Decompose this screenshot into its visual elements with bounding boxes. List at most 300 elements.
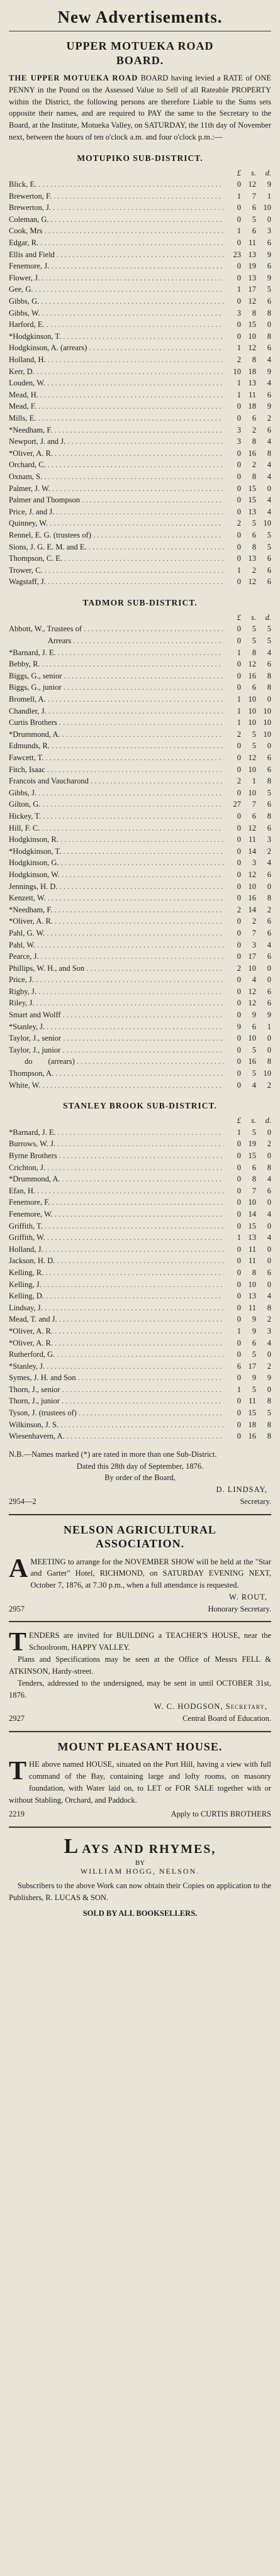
ledger-row — [9, 915, 271, 927]
amount-pounds: 0 — [237, 1057, 241, 1066]
amount-shillings: 5 — [252, 1350, 256, 1359]
amount-pence: 9 — [267, 1010, 271, 1020]
ledger-row — [9, 623, 271, 635]
mount-pleasant-title: MOUNT PLEASANT HOUSE. — [57, 1740, 223, 1753]
amount-shillings: 2 — [252, 460, 256, 470]
ledger-row — [9, 179, 271, 191]
ratepayer-name: Riley, J. . . . — [9, 997, 223, 1009]
amount-pence: 4 — [267, 1338, 271, 1347]
amount-shillings: 8 — [252, 542, 256, 551]
ledger-row — [9, 1430, 271, 1442]
amount-pounds: 0 — [237, 1432, 241, 1441]
amount-pounds: 0 — [237, 1151, 241, 1160]
amount-pounds: 3 — [237, 308, 241, 318]
amount-shillings: 16 — [248, 448, 256, 458]
amount-pence: 2 — [267, 905, 271, 914]
ratepayer-name: Thompson, C. E. . . . — [9, 553, 223, 565]
amount-shillings: 5 — [252, 636, 256, 646]
road-board-title-line2: BOARD. — [116, 53, 164, 67]
amount-pence: 6 — [267, 753, 271, 762]
ratepayer-name: Wiesenhavern, A. . . . — [9, 1430, 223, 1442]
amount-pounds: 0 — [237, 928, 241, 937]
amount-pounds: 0 — [237, 940, 241, 949]
tenders-signer: W. C. HODGSON, Secretary, — [154, 1702, 267, 1711]
ratepayer-name: Holland, J. . . . — [9, 1244, 223, 1256]
amount-shillings: 9 — [252, 1010, 256, 1020]
amount-pence: 8 — [267, 777, 271, 786]
ledger-row — [9, 1279, 271, 1291]
amount-pence: 4 — [267, 507, 271, 516]
rate-ledger — [9, 612, 271, 1091]
ledger-row — [9, 1337, 271, 1349]
amount-pence: 8 — [267, 1432, 271, 1441]
ledger-row — [9, 951, 271, 963]
amount-shillings: 13 — [248, 250, 256, 259]
amount-pence: 5 — [267, 285, 271, 294]
ratepayer-name: Mead, F. . . . — [9, 401, 223, 412]
ledger-row — [9, 997, 271, 1009]
amount-pounds: 0 — [237, 262, 241, 271]
amount-shillings: 10 — [248, 718, 256, 727]
amount-shillings: 11 — [248, 390, 256, 399]
ratepayer-name: Edmunds, R. . . . — [9, 740, 223, 752]
amount-pence: 8 — [267, 1396, 271, 1406]
amount-pence: 8 — [267, 1420, 271, 1429]
ledger-row — [9, 1302, 271, 1314]
ratepayer-name: Brewerton, F. . . . — [9, 191, 223, 202]
amount-shillings: 4 — [252, 1080, 256, 1090]
amount-shillings: 13 — [248, 554, 256, 563]
amount-pounds: 0 — [237, 624, 241, 634]
agricultural-body-text: MEETING to arrange for the NOVEMBER SHOW will be held at the "Star and Garter" Hotel, RICHMOND, on SATURDAY EVENING NEXT, October 7, 1876, at 7.30 p.m., when a full attendance is requested. — [30, 1557, 271, 1590]
amount-pence: 4 — [267, 355, 271, 364]
ledger-row — [9, 729, 271, 741]
ratepayer-name: Jennings, H. D. . . . — [9, 881, 223, 893]
amount-pence: 6 — [267, 343, 271, 353]
amount-shillings: 19 — [248, 262, 256, 271]
lays-sold: SOLD BY ALL BOOKSELLERS. — [82, 1908, 198, 1918]
amount-pence: 5 — [267, 542, 271, 551]
ledger-row — [9, 658, 271, 670]
amount-pence: 4 — [267, 460, 271, 470]
tenders-body-3: Tenders, addressed to the undersigned, may be sent in until OCTOBER 31st, 1876. — [9, 1678, 271, 1700]
tenders-body-2: Plans and Specifications may be seen at the Office of Messrs FELL & ATKINSON, Hardy-street. — [9, 1655, 271, 1676]
amount-pence: 9 — [267, 402, 271, 411]
amount-shillings: 15 — [248, 1221, 256, 1230]
amount-pounds: 0 — [237, 858, 241, 868]
road-board-number: 2954—2 — [9, 1496, 36, 1506]
amount-pence: 8 — [267, 1057, 271, 1066]
ledger-row — [9, 214, 271, 226]
ratepayer-name: Bebby, R. . . . — [9, 658, 223, 670]
amount-shillings: 10 — [248, 1280, 256, 1289]
amount-pounds: 9 — [237, 1022, 241, 1031]
ledger-header — [9, 1115, 271, 1127]
ledger-header-shillings: s. — [251, 612, 256, 622]
tenders-number: 2927 — [9, 1714, 25, 1723]
amount-shillings: 8 — [252, 1268, 256, 1277]
amount-pence: 6 — [267, 823, 271, 832]
mount-pleasant-dropcap: T — [9, 1757, 27, 1786]
amount-shillings: 12 — [248, 998, 256, 1008]
mount-pleasant-number: 2219 — [9, 1810, 25, 1819]
mount-pleasant-apply: Apply to CURTIS BROTHERS — [171, 1810, 271, 1819]
amount-pounds: 0 — [237, 448, 241, 458]
ledger-row — [9, 892, 271, 904]
ratepayer-name: *Barnard, J. E. . . . — [9, 647, 223, 659]
ratepayer-name: Kerr, D. . . . — [9, 366, 223, 378]
amount-pounds: 0 — [237, 917, 241, 926]
amount-pence: 8 — [267, 1163, 271, 1172]
ratepayer-name: Flower, J. . . . — [9, 272, 223, 284]
amount-shillings: 12 — [248, 660, 256, 669]
amount-pence: 4 — [267, 940, 271, 949]
ratepayer-name: Ellis and Field . . . — [9, 249, 223, 261]
amount-shillings: 11 — [248, 835, 256, 844]
tenders-dropcap: T — [9, 1628, 27, 1657]
ratepayer-name: Harford, E. . . . — [9, 319, 223, 331]
ratepayer-name: Pearce, J. . . . — [9, 951, 223, 963]
ratepayer-name: Price, J. and J. . . . — [9, 506, 223, 518]
amount-pounds: 0 — [237, 870, 241, 879]
ratepayer-name: Mills, E. . . . — [9, 412, 223, 424]
amount-pounds: 0 — [237, 660, 241, 669]
amount-pence: 8 — [267, 331, 271, 341]
ledger-row — [9, 237, 271, 249]
amount-shillings: 14 — [248, 846, 256, 856]
amount-shillings: 12 — [248, 823, 256, 832]
ledger-row — [9, 459, 271, 471]
amount-pounds: 0 — [237, 273, 241, 282]
ratepayer-name: *Stanley, J. . . . — [9, 1021, 223, 1033]
ledger-row — [9, 272, 271, 284]
ledger-row — [9, 787, 271, 799]
ledger-row — [9, 799, 271, 810]
amount-pence: 0 — [267, 1034, 271, 1043]
ledger-row — [9, 927, 271, 939]
amount-pounds: 0 — [237, 1350, 241, 1359]
ledger-row — [9, 494, 271, 506]
ratepayer-name: Curtis Brothers . . . — [9, 717, 223, 729]
ledger-header — [9, 167, 271, 179]
ratepayer-name: Hickey, T. . . . — [9, 810, 223, 822]
ratepayer-name: Byrne Brothers . . . — [9, 1150, 223, 1162]
ratepayer-name: *Drummond, A. . . . — [9, 1173, 223, 1185]
amount-shillings: 18 — [248, 402, 256, 411]
ledger-row — [9, 1313, 271, 1325]
ledger-row — [9, 541, 271, 553]
ledger-row — [9, 307, 271, 319]
amount-shillings: 6 — [252, 683, 256, 692]
amount-shillings: 8 — [252, 472, 256, 481]
ledger-row — [9, 1173, 271, 1185]
ratepayer-name: Oxnam, S. . . . — [9, 471, 223, 483]
ratepayer-name: Phillips, W. H., and Son . . . — [9, 963, 223, 975]
amount-shillings: 16 — [248, 893, 256, 903]
amount-pounds: 3 — [237, 437, 241, 446]
amount-pounds: 0 — [237, 683, 241, 692]
amount-shillings: 7 — [252, 800, 256, 809]
amount-pence: 8 — [267, 683, 271, 692]
ledger-header-pounds: £ — [237, 612, 241, 622]
amount-pence: 6 — [267, 998, 271, 1008]
ratepayer-name: Biggs, G., senior . . . — [9, 670, 223, 682]
amount-pounds: 0 — [237, 214, 241, 224]
ledger-row — [9, 846, 271, 858]
amount-pounds: 1 — [237, 226, 241, 236]
agricultural-title — [9, 1523, 271, 1551]
ratepayer-name: Fenemore, W. . . . — [9, 1208, 223, 1220]
amount-pounds: 0 — [237, 1175, 241, 1184]
agricultural-title-line2: ASSOCIATION. — [95, 1537, 185, 1551]
ratepayer-name: Trower, C. . . . — [9, 565, 223, 577]
ratepayer-name: Cook, Mrs . . . — [9, 225, 223, 237]
amount-pounds: 0 — [237, 1209, 241, 1219]
amount-shillings: 2 — [252, 565, 256, 575]
ratepayer-name: Griffith, T. . . . — [9, 1220, 223, 1232]
ledger-row — [9, 881, 271, 893]
amount-pounds: 1 — [237, 191, 241, 201]
ratepayer-name: Hodgkinson, R. . . . — [9, 834, 223, 846]
amount-pounds: 0 — [237, 823, 241, 832]
ratepayer-name: Quinney, W. . . . — [9, 517, 223, 529]
amount-pence: 1 — [267, 1022, 271, 1031]
mount-pleasant-ad — [9, 1732, 271, 1828]
amount-shillings: 12 — [248, 343, 256, 353]
ledger-row — [9, 191, 271, 202]
ledger-row — [9, 963, 271, 975]
ledger-row — [9, 1021, 271, 1033]
road-board-title — [9, 39, 271, 67]
amount-pence: 4 — [267, 495, 271, 505]
amount-pence: 2 — [267, 1361, 271, 1371]
amount-pounds: 27 — [233, 800, 241, 809]
amount-shillings: 15 — [248, 1408, 256, 1418]
amount-shillings: 5 — [252, 214, 256, 224]
amount-shillings: 12 — [248, 753, 256, 762]
ratepayer-name: Kelling, J. . . . — [9, 1279, 223, 1291]
ratepayer-name: Lindsay, J. . . . — [9, 1302, 223, 1314]
ratepayer-name: Brewerton, J. . . . — [9, 202, 223, 214]
ledger-row — [9, 1325, 271, 1337]
amount-pounds: 0 — [237, 835, 241, 844]
amount-shillings: 3 — [252, 940, 256, 949]
amount-pence: 0 — [267, 1350, 271, 1359]
ledger-row — [9, 1255, 271, 1267]
amount-shillings: 17 — [248, 1361, 256, 1371]
ledger-row — [9, 822, 271, 834]
amount-shillings: 14 — [248, 905, 256, 914]
lays-ad — [9, 1828, 271, 1925]
amount-pounds: 0 — [237, 530, 241, 539]
amount-pence: 9 — [267, 273, 271, 282]
ledger-row — [9, 1220, 271, 1232]
rate-ledger — [9, 1115, 271, 1442]
tenders-footer — [9, 1713, 271, 1725]
amount-pounds: 1 — [237, 1326, 241, 1335]
ledger-row — [9, 939, 271, 951]
amount-pence: 6 — [267, 238, 271, 248]
ledger-row — [9, 1068, 271, 1080]
amount-pounds: 2 — [237, 519, 241, 528]
tenders-ad — [9, 1622, 271, 1732]
amount-pounds: 0 — [237, 765, 241, 774]
amount-pounds: 0 — [237, 1221, 241, 1230]
ledger-row — [9, 366, 271, 378]
amount-pounds: 0 — [237, 975, 241, 985]
amount-pence: 6 — [267, 660, 271, 669]
amount-shillings: 18 — [248, 367, 256, 376]
amount-pounds: 2 — [237, 729, 241, 739]
amount-pence: 6 — [267, 1186, 271, 1195]
ratepayer-name: Thorn, J., junior . . . — [9, 1395, 223, 1407]
amount-pence: 0 — [267, 1127, 271, 1137]
ratepayer-name: *Drummond, A. . . . — [9, 729, 223, 741]
ledger-header-pounds: £ — [237, 1116, 241, 1125]
amount-pounds: 1 — [237, 343, 241, 353]
amount-pounds: 1 — [237, 718, 241, 727]
amount-shillings: 10 — [248, 882, 256, 891]
amount-shillings: 1 — [252, 777, 256, 786]
ratepayer-name: *Oliver, A. R. . . . — [9, 1325, 223, 1337]
amount-pounds: 1 — [237, 1127, 241, 1137]
lays-title-text: AYS AND RHYMES, — [82, 1842, 216, 1857]
amount-shillings: 2 — [252, 425, 256, 434]
ledger-row — [9, 506, 271, 518]
ledger-header-pence: d. — [265, 612, 271, 622]
ratepayer-name: Gibbs, W. . . . — [9, 307, 223, 319]
amount-pence: 2 — [267, 1139, 271, 1149]
amount-shillings: 12 — [248, 987, 256, 996]
amount-pence: 4 — [267, 437, 271, 446]
ratepayer-name: Holland, H. . . . — [9, 354, 223, 366]
amount-pence: 0 — [267, 1256, 271, 1266]
amount-pence: 6 — [267, 425, 271, 434]
amount-pounds: 0 — [237, 507, 241, 516]
ledger-header-pence: d. — [265, 1116, 271, 1125]
amount-pounds: 0 — [237, 1034, 241, 1043]
ratepayer-name: Sions, J. G. E. M. and E. . . . — [9, 541, 223, 553]
ledger-row — [9, 694, 271, 705]
amount-pounds: 0 — [237, 998, 241, 1008]
road-board-secretary-name: D. LINDSAY, — [216, 1485, 267, 1495]
ratepayer-name: Rennel, E. G. (trustees of) . . . — [9, 529, 223, 541]
amount-shillings: 6 — [252, 413, 256, 423]
amount-pounds: 1 — [237, 565, 241, 575]
ledger-header-pence: d. — [265, 168, 271, 177]
ratepayer-name: Rutherford, G. . . . — [9, 1349, 223, 1361]
ledger-row — [9, 775, 271, 787]
ratepayer-name: *Barnard, J. E. . . . — [9, 1127, 223, 1139]
amount-shillings: 10 — [248, 706, 256, 716]
ledger-row — [9, 635, 271, 647]
road-board-intro-text: BOARD having levied a RATE of ONE PENNY in the Pound on the Assessed Value to Sell of all Rateable PROPERTY within the District, the following persons are therefore Liable to the Sums sets opposite their names, and are required to PAY the same to the Secretary to the Board, at the Institute, Motueka Valley, on SATURDAY, the 11th day of November next, between the hours of ten o'clock a.m. and four o'clock p.m.:— — [9, 74, 271, 141]
amount-pence: 6 — [267, 765, 271, 774]
amount-pence: 0 — [267, 741, 271, 751]
agricultural-ad — [9, 1515, 271, 1623]
ratepayer-name: *Hodgkinson, T. . . . — [9, 846, 223, 858]
amount-pence: 5 — [267, 788, 271, 797]
ratepayer-name: Burrows, W. J. . . . — [9, 1138, 223, 1150]
ledger-row — [9, 740, 271, 752]
amount-shillings: 14 — [248, 1209, 256, 1219]
amount-shillings: 3 — [252, 858, 256, 868]
amount-pence: 6 — [267, 952, 271, 961]
road-board-intro — [9, 72, 271, 143]
amount-shillings: 17 — [248, 285, 256, 294]
amount-pence: 10 — [263, 1069, 271, 1078]
amount-pounds: 2 — [237, 355, 241, 364]
amount-pence: 5 — [267, 636, 271, 646]
ledger-header-pounds: £ — [237, 168, 241, 177]
amount-pence: 4 — [267, 1209, 271, 1219]
ledger-row — [9, 296, 271, 307]
ledger-row — [9, 483, 271, 495]
amount-pence: 0 — [267, 963, 271, 973]
agricultural-dropcap: A — [9, 1554, 28, 1583]
ratepayer-name: Jackson, H. D. . . . — [9, 1255, 223, 1267]
tenders-body — [9, 1628, 271, 1657]
amount-pounds: 0 — [237, 952, 241, 961]
ratepayer-name: Newport, J. and J. . . . — [9, 436, 223, 448]
road-board-ad — [9, 31, 271, 1515]
amount-pounds: 6 — [237, 1361, 241, 1371]
lays-dropcap: L — [64, 1835, 80, 1859]
ledger-row — [9, 1232, 271, 1244]
amount-pounds: 2 — [237, 905, 241, 914]
amount-shillings: 10 — [248, 695, 256, 704]
amount-pence: 10 — [263, 203, 271, 213]
amount-pence: 0 — [267, 1244, 271, 1254]
amount-shillings: 15 — [248, 1151, 256, 1160]
ratepayer-name: Hodgkinson, G. . . . — [9, 857, 223, 869]
district-title: STANLEY BROOK SUB-DISTRICT. — [63, 1101, 217, 1111]
rate-ledger — [9, 167, 271, 588]
ratepayer-name: Pahl, G. W. . . . — [9, 927, 223, 939]
amount-shillings: 12 — [248, 577, 256, 587]
amount-shillings: 5 — [252, 1069, 256, 1078]
amount-shillings: 5 — [252, 741, 256, 751]
ledger-row — [9, 553, 271, 565]
lays-author: WILLIAM HOGG, NELSON. — [80, 1867, 200, 1876]
amount-pounds: 0 — [237, 495, 241, 505]
amount-pounds: 0 — [237, 1303, 241, 1312]
amount-pounds: 0 — [237, 472, 241, 481]
amount-pounds: 2 — [237, 963, 241, 973]
amount-shillings: 13 — [248, 1233, 256, 1242]
amount-pence: 8 — [267, 671, 271, 680]
amount-shillings: 16 — [248, 1432, 256, 1441]
amount-shillings: 8 — [252, 1175, 256, 1184]
district-title: MOTUPIKO SUB-DISTRICT. — [77, 153, 203, 163]
amount-pence: 0 — [267, 1221, 271, 1230]
ledger-row — [9, 764, 271, 776]
ledger-row — [9, 857, 271, 869]
ratepayer-name: Mead, H. . . . — [9, 389, 223, 401]
amount-shillings: 4 — [252, 975, 256, 985]
amount-pounds: 0 — [237, 1163, 241, 1172]
ratepayer-name: Gibbs, G. . . . — [9, 296, 223, 307]
ledger-row — [9, 319, 271, 331]
ledger-row — [9, 576, 271, 588]
ratepayer-name: Wilkinson, J. S. . . . — [9, 1419, 223, 1431]
ratepayer-name: do (arrears) . . . — [9, 1056, 223, 1068]
lays-by: BY — [135, 1859, 145, 1867]
amount-pence: 4 — [267, 472, 271, 481]
ledger-row — [9, 1419, 271, 1431]
road-board-nb: N.B.—Names marked (*) are rated in more than one Sub-District. — [9, 1449, 217, 1459]
ledger-row — [9, 517, 271, 529]
